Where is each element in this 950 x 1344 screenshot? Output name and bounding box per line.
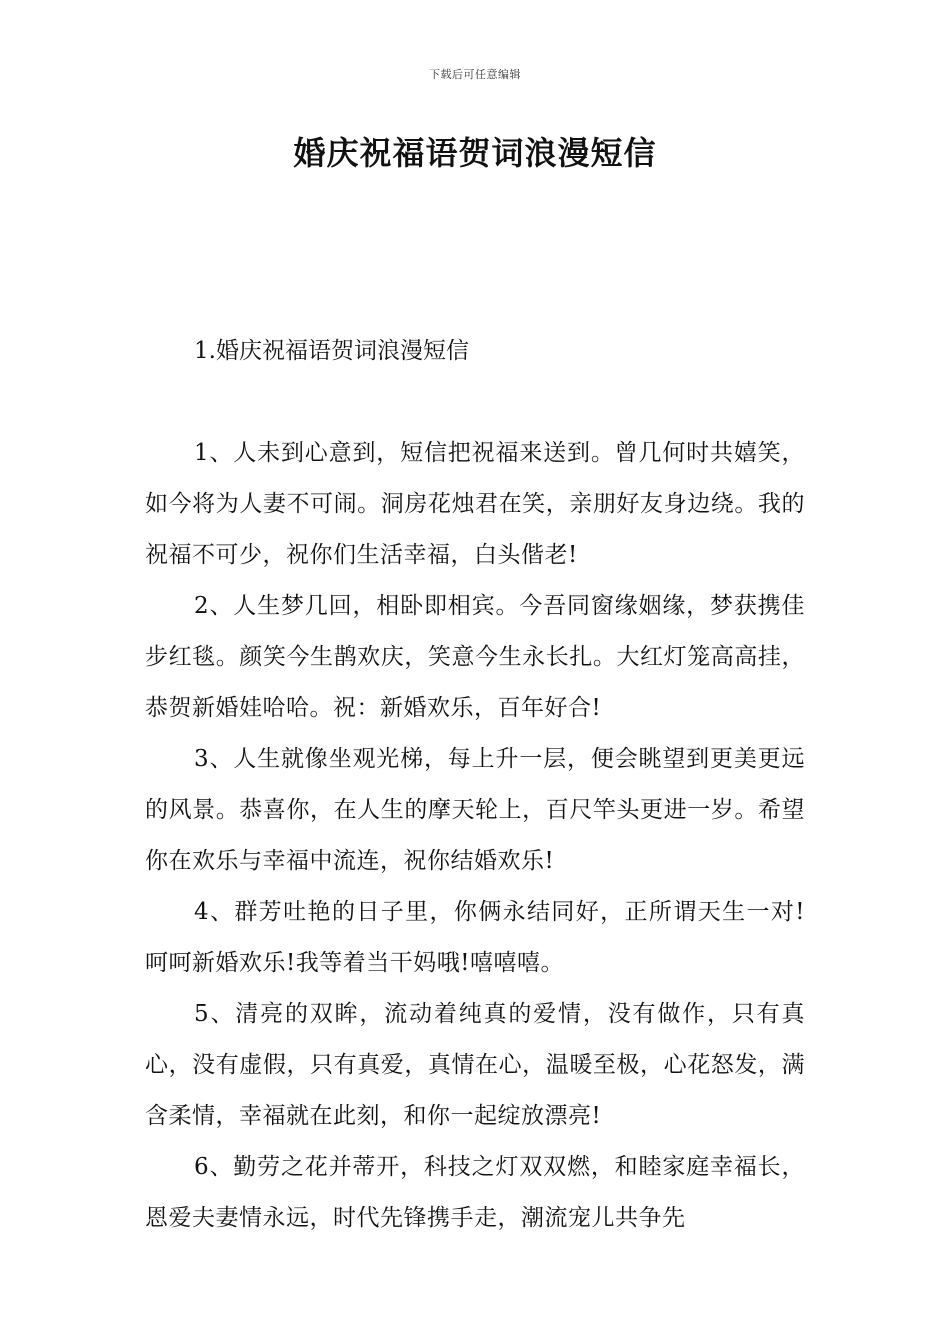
header-note: 下载后可任意编辑 <box>429 68 521 81</box>
paragraph-4: 4、群芳吐艳的日子里，你俩永结同好，正所谓天生一对!呵呵新婚欢乐!我等着当干妈哦!嘻嘻嘻。 <box>145 899 805 976</box>
section-heading: 1.婚庆祝福语贺词浪漫短信 <box>194 338 469 364</box>
document-body <box>145 428 805 1244</box>
paragraph-3: 3、人生就像坐观光梯，每上升一层，便会眺望到更美更远的风景。恭喜你，在人生的摩天轮上，百尺竿头更进一岁。希望你在欢乐与幸福中流连，祝你结婚欢乐! <box>145 746 805 874</box>
paragraph-5: 5、清亮的双眸，流动着纯真的爱情，没有做作，只有真心，没有虚假，只有真爱，真情在心，温暖至极，心花怒发，满含柔情，幸福就在此刻，和你一起绽放漂亮! <box>145 1001 805 1129</box>
paragraph-1: 1、人未到心意到，短信把祝福来送到。曾几何时共嬉笑，如今将为人妻不可闹。洞房花烛君在笑，亲朋好友身边绕。我的祝福不可少，祝你们生活幸福，白头偕老! <box>145 440 805 568</box>
document-title: 婚庆祝福语贺词浪漫短信 <box>293 134 657 172</box>
paragraph-6: 6、勤劳之花并蒂开，科技之灯双双燃，和睦家庭幸福长，恩爱夫妻情永远，时代先锋携手走，潮流宠儿共争先 <box>145 1154 805 1231</box>
paragraph-2: 2、人生梦几回，相卧即相宾。今吾同窗缘姻缘，梦获携佳步红毯。颜笑今生鹊欢庆，笑意今生永长扎。大红灯笼高高挂，恭贺新婚娃哈哈。祝：新婚欢乐，百年好合! <box>145 593 805 721</box>
